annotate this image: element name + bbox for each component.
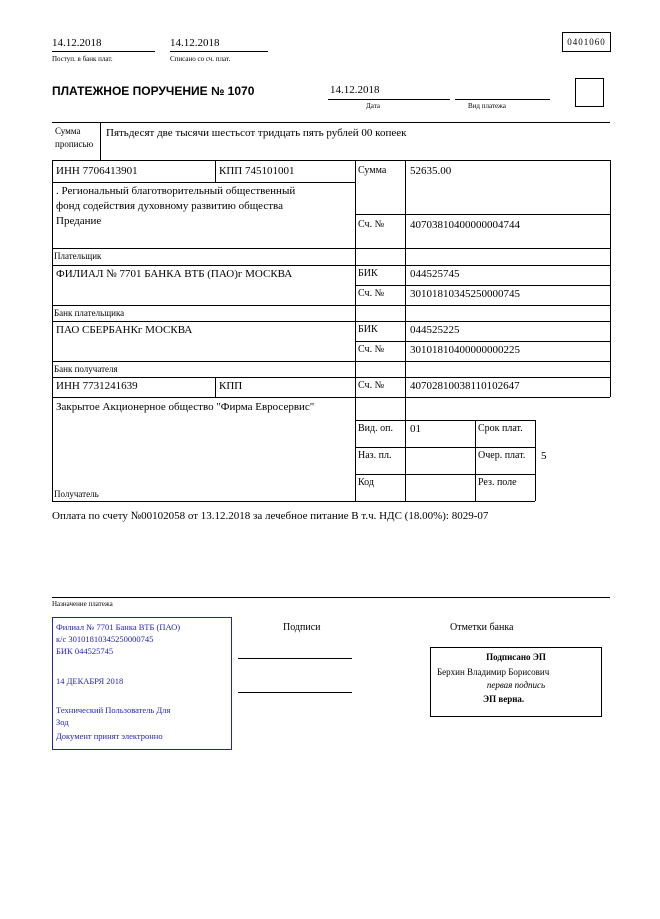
table-border [52,160,53,501]
payee-bank-account: 30101810400000000225 [410,344,520,356]
payment-type-label: Вид платежа [468,102,507,110]
table-border [52,248,610,249]
payee-kpp: КПП [219,380,243,392]
amount-words-label-1: Сумма [55,126,81,136]
table-border [405,160,406,501]
table-border [355,214,610,215]
purpose-code-label: Наз. пл. [358,450,392,461]
payer-kpp: КПП 745101001 [219,165,295,177]
op-type-value: 01 [410,423,421,435]
code-label: Код [358,477,374,488]
divider-line [52,122,610,123]
date-label: Дата [366,102,380,110]
table-border [52,377,610,378]
table-border [355,160,356,501]
sum-label: Сумма [358,165,387,176]
divider-line [52,160,610,161]
payee-account-label: Сч. № [358,380,385,391]
bank-stamp-line: Зод [56,717,69,727]
table-border [475,420,476,501]
table-border [355,285,610,286]
payer-bank-name: ФИЛИАЛ № 7701 БАНКА ВТБ (ПАО)г МОСКВА [56,268,293,280]
table-border [52,501,535,502]
payee-bank-name: ПАО СБЕРБАНКг МОСКВА [56,324,193,336]
payer-name: . Региональный благотворительный общественный фонд содействия духовному развитию общества Предание [56,185,296,227]
table-border [215,377,216,397]
payer-bank-bik-label: БИК [358,268,378,279]
divider-line [328,99,450,100]
op-type-label: Вид. оп. [358,423,393,434]
priority-value: 5 [541,450,547,462]
table-border [610,160,611,397]
divider-line [100,122,101,160]
table-border [355,420,535,421]
payer-inn: ИНН 7706413901 [56,165,138,177]
table-border [355,474,535,475]
payer-section-label: Плательщик [54,251,102,261]
signature-line [238,692,352,693]
payer-account: 40703810400000004744 [410,219,520,231]
bank-stamp-line: к/с 30101810345250000745 [56,634,154,644]
divider-line [52,51,155,52]
signature-stamp-name: Берхин Владимир Борисович [437,667,550,677]
payee-name: Закрытое Акционерное общество "Фирма Евросервис" [56,401,315,413]
table-border [355,447,535,448]
payee-bank-bik: 044525225 [410,324,460,336]
signatures-label: Подписи [283,622,321,633]
signature-stamp-title: Подписано ЭП [486,652,546,662]
payee-bank-bik-label: БИК [358,324,378,335]
payee-account: 40702810038110102647 [410,380,520,392]
table-border [215,160,216,182]
due-date-label: Срок плат. [478,423,523,434]
date-debited-label: Списано со сч. плат. [170,55,231,63]
form-code-box: 0401060 [562,32,611,52]
bank-stamp-line: БИК 044525745 [56,646,114,656]
payee-inn: ИНН 7731241639 [56,380,138,392]
payee-bank-account-label: Сч. № [358,344,385,355]
table-border [52,265,610,266]
bank-stamp-line: 14 ДЕКАБРЯ 2018 [56,676,124,686]
amount-in-words: Пятьдесят две тысячи шестьсот тридцать пять рублей 00 копеек [106,127,407,139]
payee-section-label: Получатель [54,489,99,499]
payment-type-box [575,78,604,107]
payer-bank-section-label: Банк плательщика [54,308,125,318]
divider-line [52,597,610,598]
table-border [52,321,610,322]
document-title: ПЛАТЕЖНОЕ ПОРУЧЕНИЕ № 1070 [52,84,255,98]
date-received-bank: 14.12.2018 [52,37,102,49]
divider-line [455,99,550,100]
table-border [52,361,610,362]
priority-label: Очер. плат. [478,450,526,461]
date-received-label: Поступ. в банк плат. [52,55,113,63]
payment-purpose-text: Оплата по счету №00102058 от 13.12.2018 за лечебное питание В т.ч. НДС (18.00%): 8029-07 [52,510,489,522]
reserve-field-label: Рез. поле [478,477,517,488]
payee-bank-section-label: Банк получателя [54,364,118,374]
table-border [535,420,536,501]
payer-bank-bik: 044525745 [410,268,460,280]
amount-words-label-2: прописью [55,139,94,149]
payer-bank-account-label: Сч. № [358,288,385,299]
divider-line [170,51,268,52]
table-border [52,182,355,183]
signature-stamp-role: первая подпись [486,680,546,690]
payment-purpose-label: Назначение платежа [52,600,113,608]
table-border [52,397,610,398]
payer-account-label: Сч. № [358,219,385,230]
bank-stamp-line: Филиал № 7701 Банка ВТБ (ПАО) [56,622,181,632]
document-date: 14.12.2018 [330,84,380,96]
table-border [52,305,610,306]
payer-bank-account: 30101810345250000745 [410,288,520,300]
date-debited-account: 14.12.2018 [170,37,220,49]
table-border [355,341,610,342]
bank-marks-label: Отметки банка [450,622,514,633]
bank-stamp-line: Документ принят электронно [56,731,163,741]
sum-value: 52635.00 [410,165,452,177]
signature-stamp-verified: ЭП верна. [483,694,525,704]
signature-line [238,658,352,659]
bank-stamp-line: Технический Пользователь Для [56,705,171,715]
